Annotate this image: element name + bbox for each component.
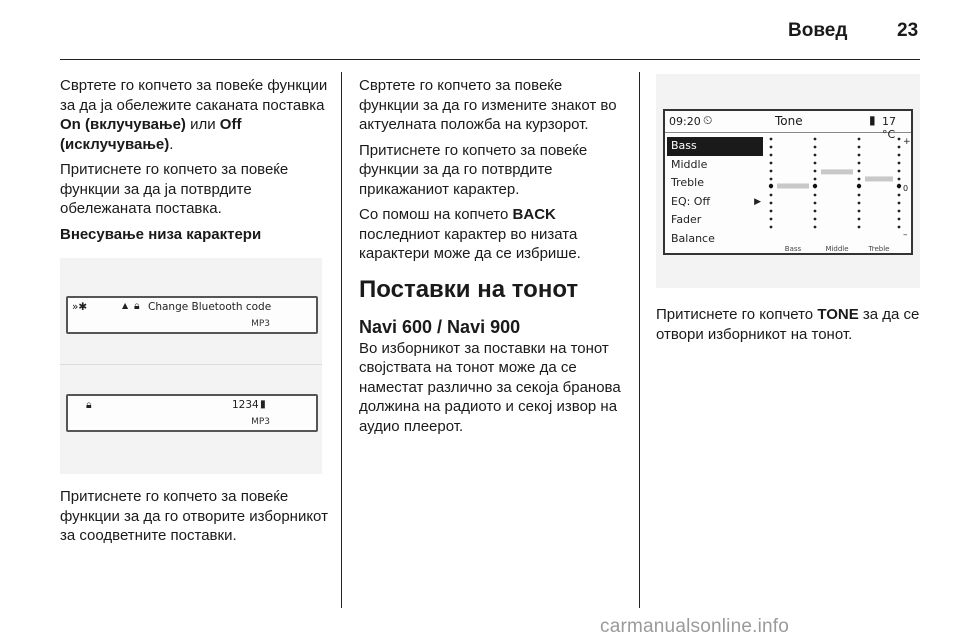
scale-dot xyxy=(770,162,773,165)
scale-dot xyxy=(858,202,861,205)
cursor-block-icon: ▮ xyxy=(260,398,266,410)
eq-level-graph xyxy=(763,135,911,253)
scale-center-dot xyxy=(857,184,861,188)
scale-dot xyxy=(814,138,817,141)
tone-menu-item-bass: Bass xyxy=(667,137,763,156)
paragraph-open-menu: Притиснете го копчето за повеќе функции за да го отворите изборникот за соодветните поставки. xyxy=(60,488,328,544)
scale-dot xyxy=(858,138,861,141)
bluetooth-code-display xyxy=(66,296,318,334)
tone-key-label: TONE xyxy=(817,306,859,323)
arrow-up-icon: ▲ xyxy=(122,301,129,310)
scale-dot xyxy=(770,146,773,149)
scale-dot xyxy=(858,194,861,197)
scale-dot xyxy=(770,154,773,157)
change-bluetooth-code-label: Change Bluetooth code xyxy=(148,301,272,313)
header-divider xyxy=(60,59,920,60)
off-label: Off (исклучување) xyxy=(60,116,242,153)
scale-dot xyxy=(814,170,817,173)
section-title-tone-settings: Поставки на тонот xyxy=(359,275,579,303)
column-divider-right xyxy=(639,72,640,608)
page-number: 23 xyxy=(897,20,919,41)
scale-dot xyxy=(770,218,773,221)
scale-dot xyxy=(814,226,817,229)
lock-icon: 🔒︎ xyxy=(86,399,92,411)
scale-dot xyxy=(814,194,817,197)
tone-menu-item-middle: Middle xyxy=(671,157,708,171)
scale-dot xyxy=(770,178,773,181)
scale-zero-label: 0 xyxy=(903,184,909,193)
chevron-right-icon: ▶ xyxy=(754,196,761,207)
eq-label-bass: Bass xyxy=(784,245,802,253)
scale-dot xyxy=(898,194,901,197)
scale-dot xyxy=(770,210,773,213)
scale-dot xyxy=(898,146,901,149)
scale-dot xyxy=(898,170,901,173)
watermark: carmanualsonline.info xyxy=(600,616,790,637)
scale-center-dot xyxy=(897,184,901,188)
scale-dot xyxy=(898,202,901,205)
bluetooth-code-screens xyxy=(60,258,322,474)
eq-label-middle: Middle xyxy=(825,245,849,253)
scale-minus-label: – xyxy=(903,230,908,240)
eq-level-bar-bass xyxy=(777,184,809,189)
paragraph-confirm-character: Притиснете го копчето за повеќе функции за да го потврдите прикажаниот карактер. xyxy=(359,141,588,198)
tone-menu-item-eq: EQ: Off ▶ xyxy=(667,193,763,212)
code-entry-display xyxy=(66,394,318,432)
tone-settings-screen-illustration xyxy=(656,74,920,288)
eq-columns xyxy=(769,138,901,229)
column-left-bottom xyxy=(60,487,328,552)
eq-label-treble: Treble xyxy=(868,245,890,253)
scale-dot xyxy=(858,226,861,229)
clock-time: 09:20 xyxy=(669,115,701,128)
screen-separator xyxy=(60,364,322,365)
scale-dot xyxy=(898,218,901,221)
temperature-readout: 17 °C xyxy=(882,115,896,141)
scale-dot xyxy=(814,202,817,205)
subsection-title-navi: Navi 600 / Navi 900 xyxy=(359,316,521,337)
scale-center-dot xyxy=(813,184,817,188)
scale-center-dot xyxy=(769,184,773,188)
subheading-enter-characters: Внесување низа карактери xyxy=(60,225,262,243)
eq-level-bar-middle xyxy=(821,169,853,174)
column-divider-left xyxy=(341,72,342,608)
scale-dot xyxy=(858,170,861,173)
column-right xyxy=(656,305,922,350)
scale-dot xyxy=(770,194,773,197)
tone-menu-item-balance: Balance xyxy=(671,231,715,245)
column-left xyxy=(60,76,328,250)
scale-dot xyxy=(858,210,861,213)
tone-screen xyxy=(663,109,913,255)
scale-dot xyxy=(898,226,901,229)
scale-dot xyxy=(770,138,773,141)
scale-dot xyxy=(814,154,817,157)
scale-dot xyxy=(898,210,901,213)
scale-plus-label: + xyxy=(903,137,911,147)
scale-dot xyxy=(814,210,817,213)
scale-dot xyxy=(898,154,901,157)
code-entry-value: 1234 xyxy=(232,399,259,411)
tone-status-bar xyxy=(665,111,911,141)
scale-dot xyxy=(898,162,901,165)
paragraph-tone-menu: Во изборникот за поставки на тонот својствата на тонот може да се наместат различно за секоја бранова должина на радиото и секој извор на аудио плеерот. xyxy=(359,339,621,435)
scale-dot xyxy=(898,178,901,181)
scale-dot xyxy=(858,162,861,165)
paragraph-confirm-setting: Притиснете го копчето за повеќе функции за да ја потврдите обележаната поставка. xyxy=(60,161,289,217)
paragraph-select-setting: Свртете го копчето за повеќе функции за да ја обележите саканата поставка On (вклучување) или Off (исклучување). xyxy=(60,77,328,153)
column-middle xyxy=(359,76,625,442)
page-title: Вовед xyxy=(788,20,848,41)
scale-dot xyxy=(814,218,817,221)
scale-dot xyxy=(858,218,861,221)
tone-menu-item-fader: Fader xyxy=(671,213,702,226)
scale-dot xyxy=(814,162,817,165)
page-header xyxy=(0,0,960,62)
scale-dot xyxy=(814,178,817,181)
scale-dot xyxy=(898,138,901,141)
paragraph-change-character: Свртете го копчето за повеќе функции за да го измените знакот во актуелната положба на курзорот. xyxy=(359,77,617,133)
paragraph-tone-button: Притиснете го копчето TONE за да се отвори изборникот на тонот. xyxy=(656,306,920,343)
scale-dot xyxy=(770,170,773,173)
scale-dot xyxy=(858,146,861,149)
status-icons: »✱ xyxy=(72,301,88,313)
paragraph-back-button: Со помош на копчето BACK последниот карактер во низата карактери може да се избрише. xyxy=(359,206,581,262)
back-key-label: BACK xyxy=(512,206,556,223)
on-label: On (вклучување) xyxy=(60,116,186,133)
tone-screen-title: Tone xyxy=(775,114,803,128)
source-mp3-label: MP3 xyxy=(251,417,270,427)
scale-dot xyxy=(858,178,861,181)
timer-icon: ⏲ xyxy=(703,113,713,127)
scale-dot xyxy=(858,154,861,157)
scale-dot xyxy=(814,146,817,149)
eq-level-bar-treble xyxy=(865,176,893,181)
scale-dot xyxy=(770,202,773,205)
source-mp3-label: MP3 xyxy=(251,319,270,329)
tone-menu-item-treble: Treble xyxy=(671,176,704,189)
tone-menu-list xyxy=(667,137,763,248)
lock-icon: 🔒︎ xyxy=(134,300,140,312)
scale-dot xyxy=(770,226,773,229)
phone-icon: ▮ xyxy=(869,113,876,127)
